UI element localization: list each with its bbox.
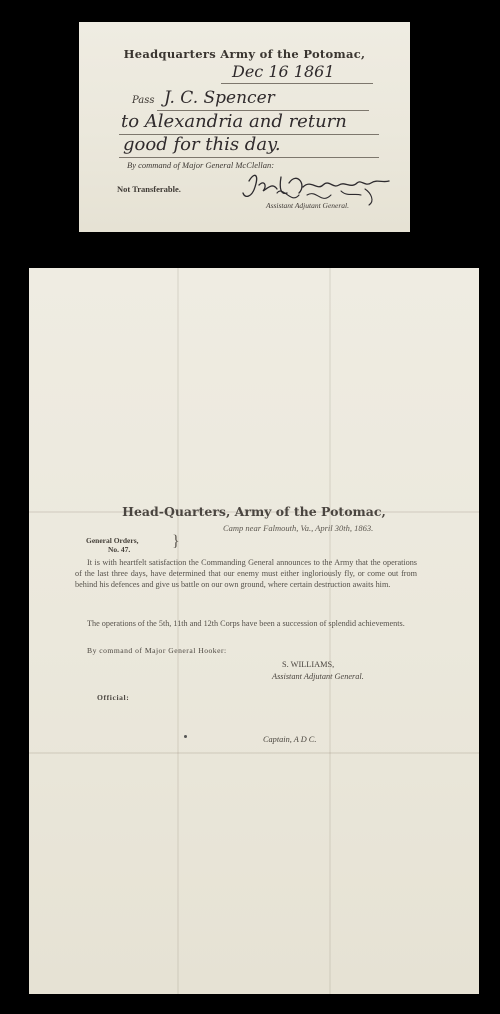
orders-brace: }	[172, 533, 180, 550]
official-label: Official:	[97, 693, 130, 702]
pass-prefix: Pass	[132, 95, 155, 106]
pass-date: Dec 16 1861	[232, 62, 335, 81]
orders-paragraph-1	[75, 557, 417, 591]
signature-title: Assistant Adjutant General.	[266, 201, 349, 210]
not-transferable: Not Transferable.	[117, 184, 181, 194]
signer-title: Assistant Adjutant General.	[272, 672, 364, 681]
ink-dot	[184, 735, 187, 738]
pass-card	[79, 22, 410, 232]
orders-place-date: Camp near Falmouth, Va., April 30th, 1863.	[223, 523, 374, 533]
orders-command-line: By command of Major General Hooker:	[87, 646, 227, 655]
orders-label: General Orders,	[86, 536, 139, 545]
fold-line	[329, 268, 331, 994]
orders-paragraph-2	[75, 618, 417, 629]
pass-name: J. C. Spencer	[164, 88, 275, 108]
pass-destination: to Alexandria and return	[121, 111, 347, 132]
captain-line: Captain, A D C.	[263, 735, 317, 744]
date-rule	[221, 83, 373, 84]
signer-name: S. WILLIAMS,	[282, 660, 335, 669]
general-orders-sheet	[29, 268, 479, 994]
signature-mark	[237, 165, 402, 213]
fold-line	[29, 752, 479, 754]
validity-rule	[119, 157, 379, 158]
pass-validity: good for this day.	[123, 134, 281, 155]
paragraph-text: It is with heartfelt satisfaction the Commanding General announces to the Army that the operations of the last three days, have determined that our enemy must either ingloriously fly, or come out from behind his defences and give us battle on our own ground, where certain destruction awaits him.	[75, 558, 417, 590]
orders-heading: Head-Quarters, Army of the Potomac,	[122, 504, 386, 519]
pass-heading: Headquarters Army of the Potomac,	[123, 47, 366, 61]
orders-number: No. 47.	[108, 545, 131, 554]
pass-command-line: By command of Major General McClellan:	[127, 160, 275, 170]
fold-line	[177, 268, 179, 994]
paragraph-text: The operations of the 5th, 11th and 12th Corps have been a succession of splendid achievements.	[87, 619, 405, 628]
